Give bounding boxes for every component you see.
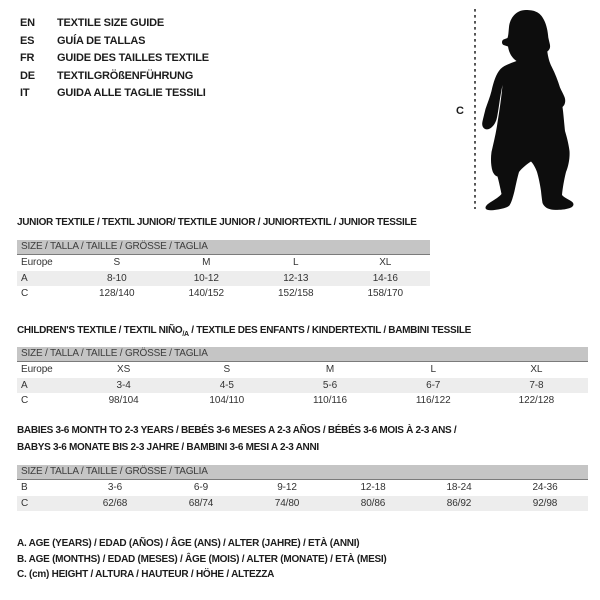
junior-size-table [17,240,430,302]
language-title: GUIDE DES TAILLES TEXTILE [57,52,209,64]
language-code: IT [20,87,30,99]
height-cell: 80/86 [360,497,386,509]
section-heading-children [17,325,471,338]
age-cell: 10-12 [193,272,219,284]
heading-subscript: /A [182,331,189,338]
age-cell: 9-12 [277,482,297,493]
age-cell: 3-4 [116,379,131,391]
size-cell: M [202,257,211,268]
row-label: C [21,288,29,299]
size-bar-label: SIZE / TALLA / TAILLE / GRÖSSE / TAGLIA [17,465,588,480]
size-bar-label: SIZE / TALLA / TAILLE / GRÖSSE / TAGLIA [17,347,588,362]
baby-silhouette [482,10,573,210]
age-cell: 5-6 [322,379,338,391]
language-code: FR [20,52,35,64]
language-line-fr [20,50,209,68]
height-cell: 92/98 [532,497,558,509]
section-heading-junior: JUNIOR TEXTILE / TEXTIL JUNIOR/ TEXTILE JUNIOR / JUNIORTEXTIL / JUNIOR TESSILE [17,217,417,228]
table-row-europe [17,255,430,271]
age-cell: 12-18 [360,482,386,493]
language-title: GUIDA ALLE TAGLIE TESSILI [57,87,206,99]
age-cell: 12-13 [283,272,309,284]
height-cell: 98/104 [108,395,139,406]
age-cell: 3-6 [107,482,123,493]
measure-label-c: C [456,105,464,117]
age-cell: 4-5 [219,379,234,391]
children-size-table [17,347,588,409]
row-label: C [21,395,29,406]
height-cell: 140/152 [188,288,224,299]
height-cell: 122/128 [518,395,555,406]
size-cell: XL [530,364,543,375]
legend-line-a: A. AGE (YEARS) / EDAD (AÑOS) / ÂGE (ANS) / ALTER (JAHRE) / ETÀ (ANNI) [17,538,360,549]
height-cell: 74/80 [274,497,300,509]
legend [17,536,387,583]
heading-line-1: BABIES 3-6 MONTH TO 2-3 YEARS / BEBÉS 3-6 MESES A 2-3 AÑOS / BÉBÉS 3-6 MOIS À 2-3 ANS / [17,425,457,436]
table-row-age [17,378,588,394]
size-cell: L [430,364,436,375]
language-code: EN [20,17,35,29]
babies-size-table [17,465,588,511]
language-title: TEXTILE SIZE GUIDE [57,17,165,29]
language-line-de [20,68,209,86]
height-cell: 152/158 [278,288,314,299]
height-cell: 104/110 [209,395,245,406]
size-cell: M [325,364,335,375]
table-row-age [17,271,430,287]
language-code: DE [20,69,35,82]
language-title: GUÍA DE TALLAS [57,34,146,47]
table-row-europe [17,362,588,378]
language-code: ES [20,34,35,47]
age-cell: 7-8 [529,379,544,391]
height-cell: 116/122 [415,395,451,406]
size-cell: S [223,364,231,375]
language-line-en [20,15,209,33]
heading-text: CHILDREN'S TEXTILE / TEXTIL NIÑO [17,325,183,336]
language-title: TEXTILGRÖßENFÜHRUNG [57,69,194,82]
row-label: Europe [21,364,53,375]
size-cell: S [113,257,121,268]
height-cell: 128/140 [99,288,135,299]
row-label: Europe [21,257,53,268]
table-row-height [17,286,430,302]
table-row-height [17,496,588,512]
age-cell: 6-9 [193,482,209,493]
row-label: A [21,379,28,391]
height-cell: 110/116 [313,395,347,406]
age-cell: 14-16 [372,272,398,284]
legend-line-b: B. AGE (MONTHS) / EDAD (MESES) / ÂGE (MOIS) / ALTER (MONATE) / ETÀ (MESI) [17,553,387,565]
row-label: C [21,497,29,509]
heading-text: / TEXTILE DES ENFANTS / KINDERTEXTIL / BAMBINI TESSILE [188,325,472,336]
size-cell: XS [117,364,131,375]
table-row-age-months [17,480,588,496]
section-heading-babies [17,423,456,456]
age-cell: 24-36 [532,482,558,493]
age-cell: 6-7 [426,379,441,391]
height-cell: 158/170 [367,288,403,299]
height-cell: 86/92 [446,497,472,509]
language-line-es [20,33,209,51]
row-label: B [21,482,28,493]
table-row-height [17,393,588,409]
row-label: A [21,272,28,284]
language-header [20,15,209,103]
language-line-it [20,85,209,103]
age-cell: 8-10 [106,272,127,284]
size-bar-label: SIZE / TALLA / TAILLE / GRÖSSE / TAGLIA [17,240,430,255]
size-cell: XL [379,257,392,268]
legend-line-c: C. (cm) HEIGHT / ALTURA / HAUTEUR / HÖHE / ALTEZZA [17,569,275,580]
height-cell: 68/74 [188,497,214,509]
age-cell: 18-24 [446,482,472,493]
heading-line-2: BABYS 3-6 MONATE BIS 2-3 JAHRE / BAMBINI 3-6 MESI A 2-3 ANNI [17,441,319,453]
size-cell: L [293,257,299,268]
height-cell: 62/68 [102,497,128,509]
